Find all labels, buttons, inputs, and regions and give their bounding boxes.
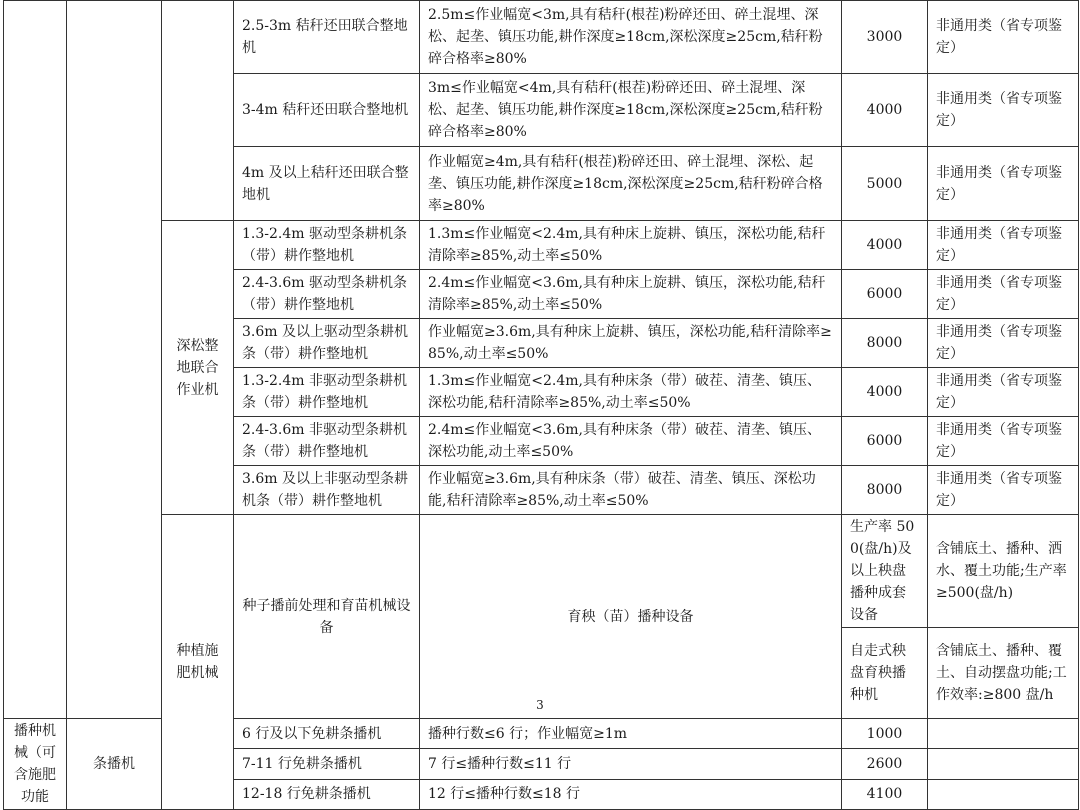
- model-spec: 作业幅宽≥3.6m,具有种床上旋耕、镇压，深松功能,秸秆清除率≥85%,动土率≤50%: [420, 319, 842, 368]
- subcategory-seed-treatment: 种子播前处理和育苗机械设备: [234, 515, 420, 719]
- subsidy-amount: 6000: [842, 270, 928, 319]
- model-name: 2.4-3.6m 非驱动型条耕机条（带）耕作整地机: [234, 417, 420, 466]
- model-spec: 2.4m≤作业幅宽<3.6m,具有种床条（带）破茬、清垄、镇压、深松功能,动土率≤50%: [420, 417, 842, 466]
- item-cell-blank: [162, 1, 234, 221]
- model-spec: 含铺底土、播种、洒水、覆土功能;生产率≥500(盘/h): [928, 515, 1079, 628]
- model-name: 3.6m 及以上驱动型条耕机条（带）耕作整地机: [234, 319, 420, 368]
- model-spec: 播种行数≤6 行；作业幅宽≥1m: [420, 719, 842, 749]
- subsidy-amount: 4000: [842, 74, 928, 147]
- model-note: 非通用类（省专项鉴定）: [928, 417, 1079, 466]
- item-subsoil-combined: 深松整地联合作业机: [162, 221, 234, 515]
- model-spec: 2.4m≤作业幅宽<3.6m,具有种床上旋耕、镇压，深松功能,秸秆清除率≥85%,动土率≤50%: [420, 270, 842, 319]
- subcategory-cell-blank: [67, 1, 162, 719]
- model-spec: 2.5m≤作业幅宽<3m,具有秸秆(根茬)粉碎还田、碎土混埋、深松、起垄、镇压功能,耕作深度≥18cm,深松深度≥25cm,秸秆粉碎合格率≥80%: [420, 1, 842, 74]
- subcategory-seeding: 播种机械（可含施肥功能: [4, 719, 67, 810]
- table-row: [4, 221, 1079, 270]
- model-note: [928, 719, 1079, 749]
- table-row: [4, 1, 1079, 74]
- subsidy-table: [3, 0, 1079, 810]
- model-note: 非通用类（省专项鉴定）: [928, 466, 1079, 515]
- model-name: 4m 及以上秸秆还田联合整地机: [234, 147, 420, 221]
- model-spec: 1.3m≤作业幅宽<2.4m,具有种床上旋耕、镇压，深松功能,秸秆清除率≥85%,动土率≤50%: [420, 221, 842, 270]
- model-spec: 7 行≤播种行数≤11 行: [420, 749, 842, 779]
- model-name: 自走式秧盘育秧播种机: [842, 628, 928, 719]
- model-name: 生产率 500(盘/h)及以上秧盘播种成套设备: [842, 515, 928, 628]
- model-note: [928, 779, 1079, 809]
- item-drill-seeder: 条播机: [67, 719, 162, 810]
- category-planting: 种植施肥机械: [162, 515, 234, 810]
- subsidy-amount: 8000: [842, 319, 928, 368]
- subsidy-amount: 6000: [842, 417, 928, 466]
- model-note: 非通用类（省专项鉴定）: [928, 74, 1079, 147]
- model-spec: 作业幅宽≥3.6m,具有种床条（带）破茬、清垄、镇压、深松功能,秸秆清除率≥85%,动土率≤50%: [420, 466, 842, 515]
- model-note: 非通用类（省专项鉴定）: [928, 221, 1079, 270]
- table-row: [4, 515, 1079, 628]
- model-name: 12-18 行免耕条播机: [234, 779, 420, 809]
- page-number: 3: [536, 698, 544, 712]
- model-spec: 1.3m≤作业幅宽<2.4m,具有种床条（带）破茬、清垄、镇压、深松功能,秸秆清除率≥85%,动土率≤50%: [420, 368, 842, 417]
- subsidy-amount: 8000: [842, 466, 928, 515]
- subsidy-amount: 1000: [842, 719, 928, 749]
- model-note: 非通用类（省专项鉴定）: [928, 319, 1079, 368]
- model-name: 1.3-2.4m 非驱动型条耕机条（带）耕作整地机: [234, 368, 420, 417]
- model-name: 2.5-3m 秸秆还田联合整地机: [234, 1, 420, 74]
- model-spec: 含铺底土、播种、覆土、自动摆盘功能;工作效率:≥800 盘/h: [928, 628, 1079, 719]
- model-name: 6 行及以下免耕条播机: [234, 719, 420, 749]
- category-cell-blank: [4, 1, 67, 719]
- model-name: 3.6m 及以上非驱动型条耕机条（带）耕作整地机: [234, 466, 420, 515]
- model-name: 7-11 行免耕条播机: [234, 749, 420, 779]
- model-note: 非通用类（省专项鉴定）: [928, 1, 1079, 74]
- model-note: [928, 749, 1079, 779]
- model-spec: 12 行≤播种行数≤18 行: [420, 779, 842, 809]
- model-name: 3-4m 秸秆还田联合整地机: [234, 74, 420, 147]
- model-name: 2.4-3.6m 驱动型条耕机条（带）耕作整地机: [234, 270, 420, 319]
- subsidy-amount: 4000: [842, 368, 928, 417]
- model-note: 非通用类（省专项鉴定）: [928, 270, 1079, 319]
- subsidy-amount: 4000: [842, 221, 928, 270]
- subsidy-amount: 4100: [842, 779, 928, 809]
- model-spec: 3m≤作业幅宽<4m,具有秸秆(根茬)粉碎还田、碎土混埋、深松、起垄、镇压功能,耕作深度≥18cm,深松深度≥25cm,秸秆粉碎合格率≥80%: [420, 74, 842, 147]
- model-note: 非通用类（省专项鉴定）: [928, 147, 1079, 221]
- subsidy-amount: 2600: [842, 749, 928, 779]
- subsidy-amount: 3000: [842, 1, 928, 74]
- item-nursery-seeding: 育秧（苗）播种设备: [420, 515, 842, 719]
- model-name: 1.3-2.4m 驱动型条耕机条（带）耕作整地机: [234, 221, 420, 270]
- subsidy-amount: 5000: [842, 147, 928, 221]
- model-note: 非通用类（省专项鉴定）: [928, 368, 1079, 417]
- model-spec: 作业幅宽≥4m,具有秸秆(根茬)粉碎还田、碎土混埋、深松、起垄、镇压功能,耕作深度≥18cm,深松深度≥25cm,秸秆粉碎合格率≥80%: [420, 147, 842, 221]
